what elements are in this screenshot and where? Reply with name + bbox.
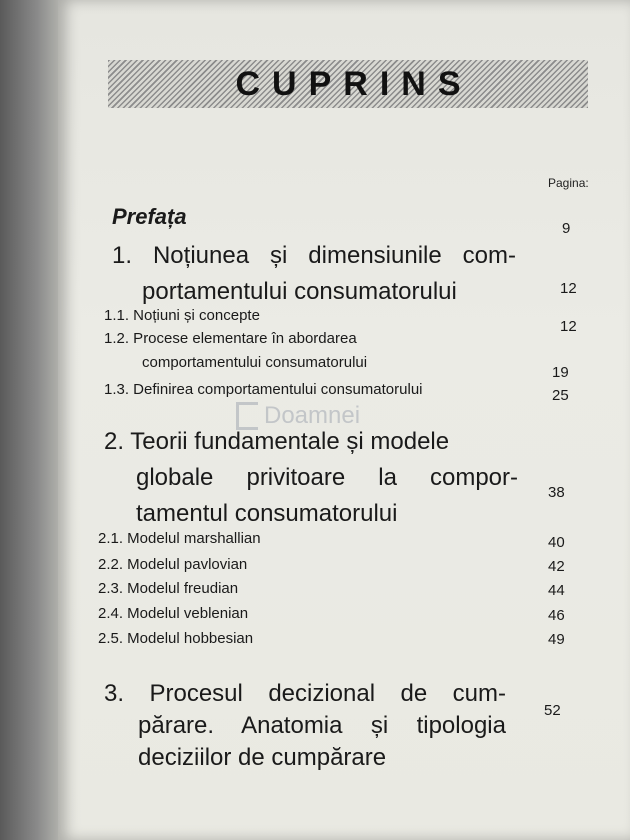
toc-chapter-3-line-2: părare. Anatomia și tipologia	[138, 712, 506, 739]
page-column-header: Pagina:	[548, 176, 589, 190]
toc-chapter-2-line-2: globale privitoare la compor-	[136, 464, 518, 491]
toc-chapter-3-line-1: 3. Procesul decizional de cum-	[104, 680, 506, 707]
toc-section-2-2: 2.2. Modelul pavlovian	[98, 556, 248, 573]
toc-page-number: 12	[560, 280, 577, 297]
toc-page-number: 52	[544, 702, 561, 719]
toc-page-number: 25	[552, 387, 569, 404]
toc-section-2-1: 2.1. Modelul marshallian	[98, 530, 261, 547]
toc-page-number: 40	[548, 534, 565, 551]
toc-page-number: 38	[548, 484, 565, 501]
page-title: CUPRINS	[235, 64, 473, 103]
toc-page-number: 19	[552, 364, 569, 381]
toc-chapter-1-line-2: portamentului consumatorului	[142, 278, 457, 305]
toc-section-1-1: 1.1. Noțiuni și concepte	[104, 307, 260, 324]
toc-page-number: 12	[560, 318, 577, 335]
toc-chapter-2-line-3: tamentul consumatorului	[136, 500, 398, 527]
watermark-logo-icon	[236, 402, 258, 430]
toc-page-number: 46	[548, 607, 565, 624]
toc-section-1-2-line-2: comportamentului consumatorului	[142, 354, 368, 371]
toc-page-number: 49	[548, 631, 565, 648]
watermark-text: Doamnei	[264, 402, 361, 429]
toc-section-2-3: 2.3. Modelul freudian	[98, 580, 239, 597]
title-banner	[108, 60, 588, 108]
toc-section-2-4: 2.4. Modelul veblenian	[98, 605, 249, 622]
toc-page-number: 9	[562, 220, 571, 237]
toc-section-1-2-line-1: 1.2. Procese elementare în abordarea	[104, 330, 357, 347]
toc-chapter-2-line-1: 2. Teorii fundamentale și modele	[104, 428, 450, 455]
toc-entry-prefata: Prefața	[112, 204, 187, 229]
toc-chapter-3-line-3: deciziilor de cumpărare	[138, 744, 387, 771]
book-spine	[0, 0, 62, 840]
toc-section-1-3: 1.3. Definirea comportamentului consumatorului	[104, 381, 423, 398]
toc-section-2-5: 2.5. Modelul hobbesian	[98, 630, 254, 647]
toc-chapter-1-line-1: 1. Noțiunea și dimensiunile com-	[112, 242, 516, 269]
toc-page-number: 42	[548, 558, 565, 575]
toc-page-number: 44	[548, 582, 565, 599]
